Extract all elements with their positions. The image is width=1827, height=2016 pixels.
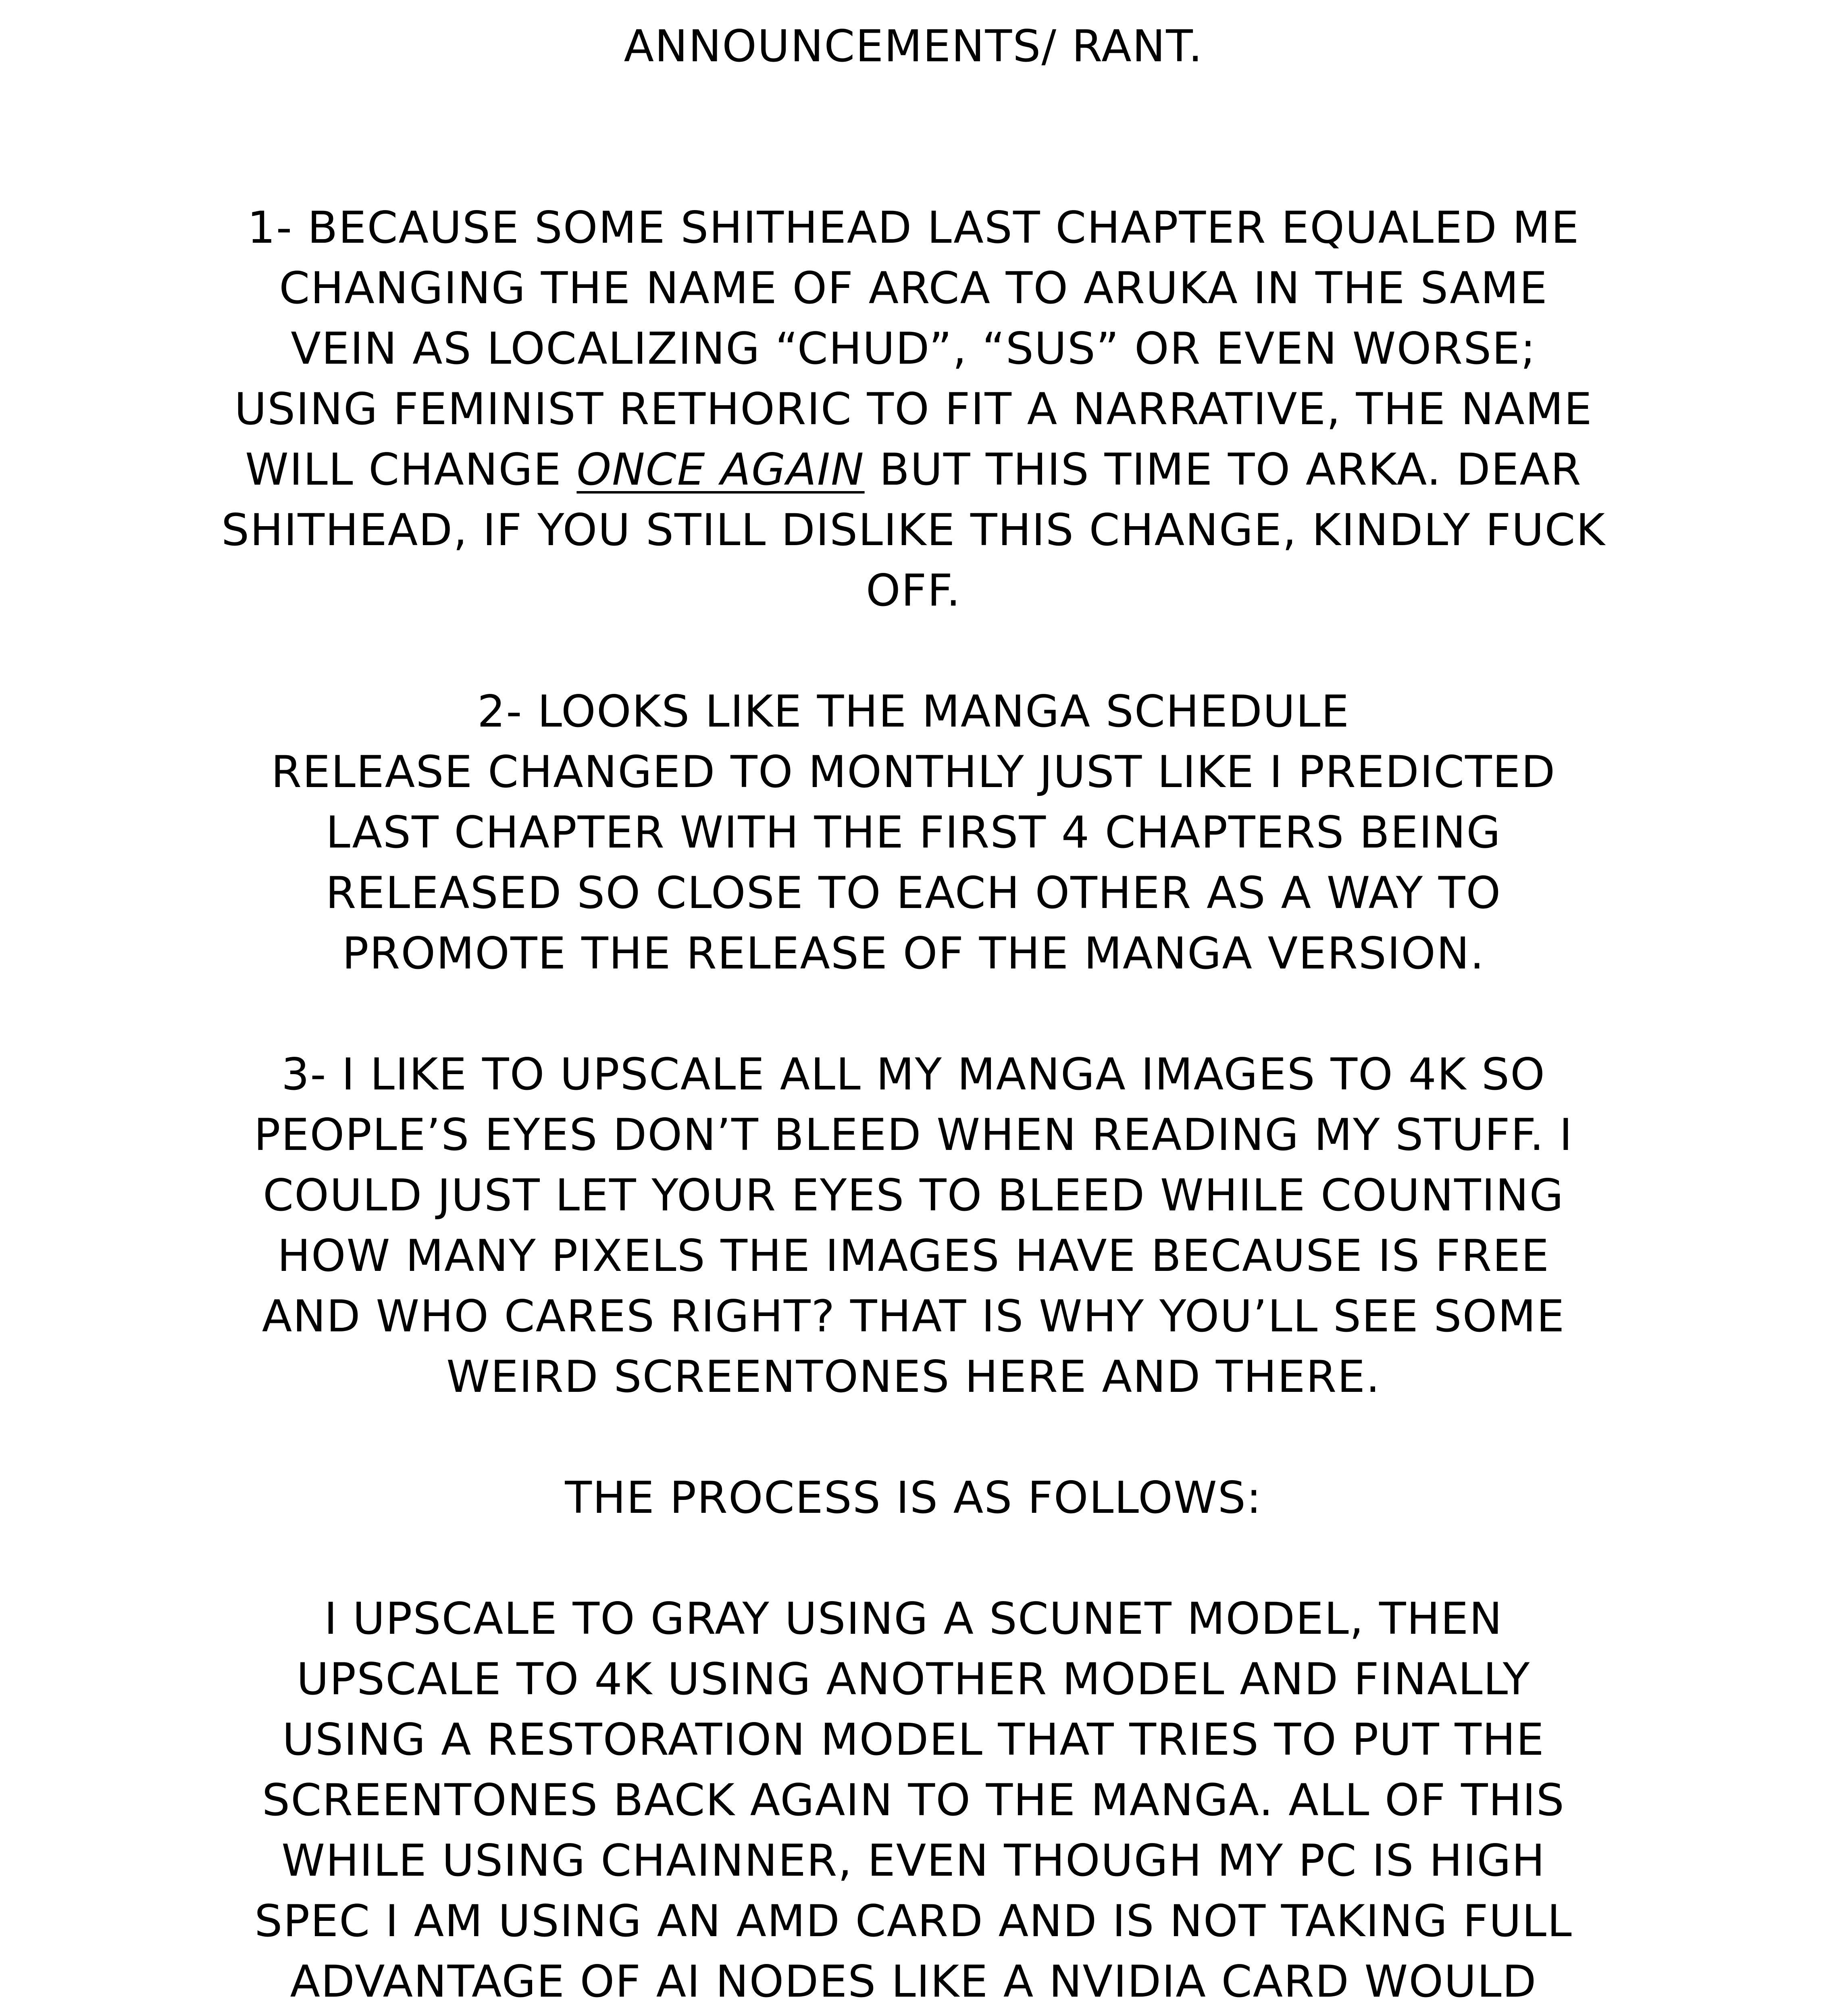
paragraph-5-line-3: USING A RESTORATION MODEL THAT TRIES TO PUT THE: [282, 1714, 1545, 1765]
paragraph-2-line-3: LAST CHAPTER WITH THE FIRST 4 CHAPTERS BEING: [326, 807, 1501, 858]
paragraph-1-line-1: 1- BECAUSE SOME SHITHEAD LAST CHAPTER EQUALED ME: [247, 202, 1580, 253]
paragraph-2-line-5: PROMOTE THE RELEASE OF THE MANGA VERSION.: [342, 928, 1485, 979]
paragraph-1-line-4: USING FEMINIST RETHORIC TO FIT A NARRATIVE, THE NAME: [234, 383, 1593, 435]
paragraph-3-line-5: AND WHO CARES RIGHT? THAT IS WHY YOU’LL SEE SOME: [262, 1291, 1565, 1342]
paragraph-4-line-1: THE PROCESS IS AS FOLLOWS:: [565, 1472, 1262, 1523]
paragraph-5-line-1: I UPSCALE TO GRAY USING A SCUNET MODEL, THEN: [324, 1593, 1503, 1644]
paragraph-1-line-2: CHANGING THE NAME OF ARCA TO ARUKA IN THE SAME: [279, 262, 1548, 314]
paragraph-3-line-3: COULD JUST LET YOUR EYES TO BLEED WHILE COUNTING: [263, 1170, 1564, 1221]
paragraph-1-line-5-end: BUT THIS TIME TO ARKA. DEAR: [864, 444, 1582, 495]
paragraph-5-line-4: SCREENTONES BACK AGAIN TO THE MANGA. ALL OF THIS: [262, 1774, 1565, 1826]
paragraph-3-line-4: HOW MANY PIXELS THE IMAGES HAVE BECAUSE IS FREE: [277, 1230, 1550, 1281]
page-title: ANNOUNCEMENTS/ RANT.: [624, 21, 1203, 72]
paragraph-5-line-2: UPSCALE TO 4K USING ANOTHER MODEL AND FINALLY: [296, 1654, 1531, 1705]
paragraph-2-line-4: RELEASED SO CLOSE TO EACH OTHER AS A WAY TO: [325, 867, 1502, 918]
paragraph-5-line-7: ADVANTAGE OF AI NODES LIKE A NVIDIA CARD WOULD: [290, 1956, 1537, 2007]
paragraph-3-line-2: PEOPLE’S EYES DON’T BLEED WHEN READING MY STUFF. I: [254, 1109, 1573, 1160]
paragraph-1-line-3: VEIN AS LOCALIZING “CHUD”, “SUS” OR EVEN WORSE;: [291, 323, 1536, 374]
emphasis-once-again: ONCE AGAIN: [576, 444, 865, 495]
paragraph-5-line-6: SPEC I AM USING AN AMD CARD AND IS NOT TAKING FULL: [254, 1895, 1573, 1947]
paragraph-3-line-1: 3- I LIKE TO UPSCALE ALL MY MANGA IMAGES TO 4K SO: [281, 1049, 1546, 1100]
paragraph-2-line-1: 2- LOOKS LIKE THE MANGA SCHEDULE: [477, 686, 1350, 737]
paragraph-1-line-5: [0, 439, 1827, 500]
paragraph-1-line-7: OFF.: [866, 565, 961, 616]
paragraph-2-line-2: RELEASE CHANGED TO MONTHLY JUST LIKE I PREDICTED: [271, 746, 1556, 798]
paragraph-5-line-5: WHILE USING CHAINNER, EVEN THOUGH MY PC IS HIGH: [281, 1835, 1546, 1886]
paragraph-1-line-5-start: WILL CHANGE: [245, 444, 577, 495]
paragraph-3-line-6: WEIRD SCREENTONES HERE AND THERE.: [446, 1351, 1381, 1402]
paragraph-1-line-6: SHITHEAD, IF YOU STILL DISLIKE THIS CHANGE, KINDLY FUCK: [221, 504, 1606, 556]
paragraph-5-line-8: [0, 2012, 1827, 2016]
